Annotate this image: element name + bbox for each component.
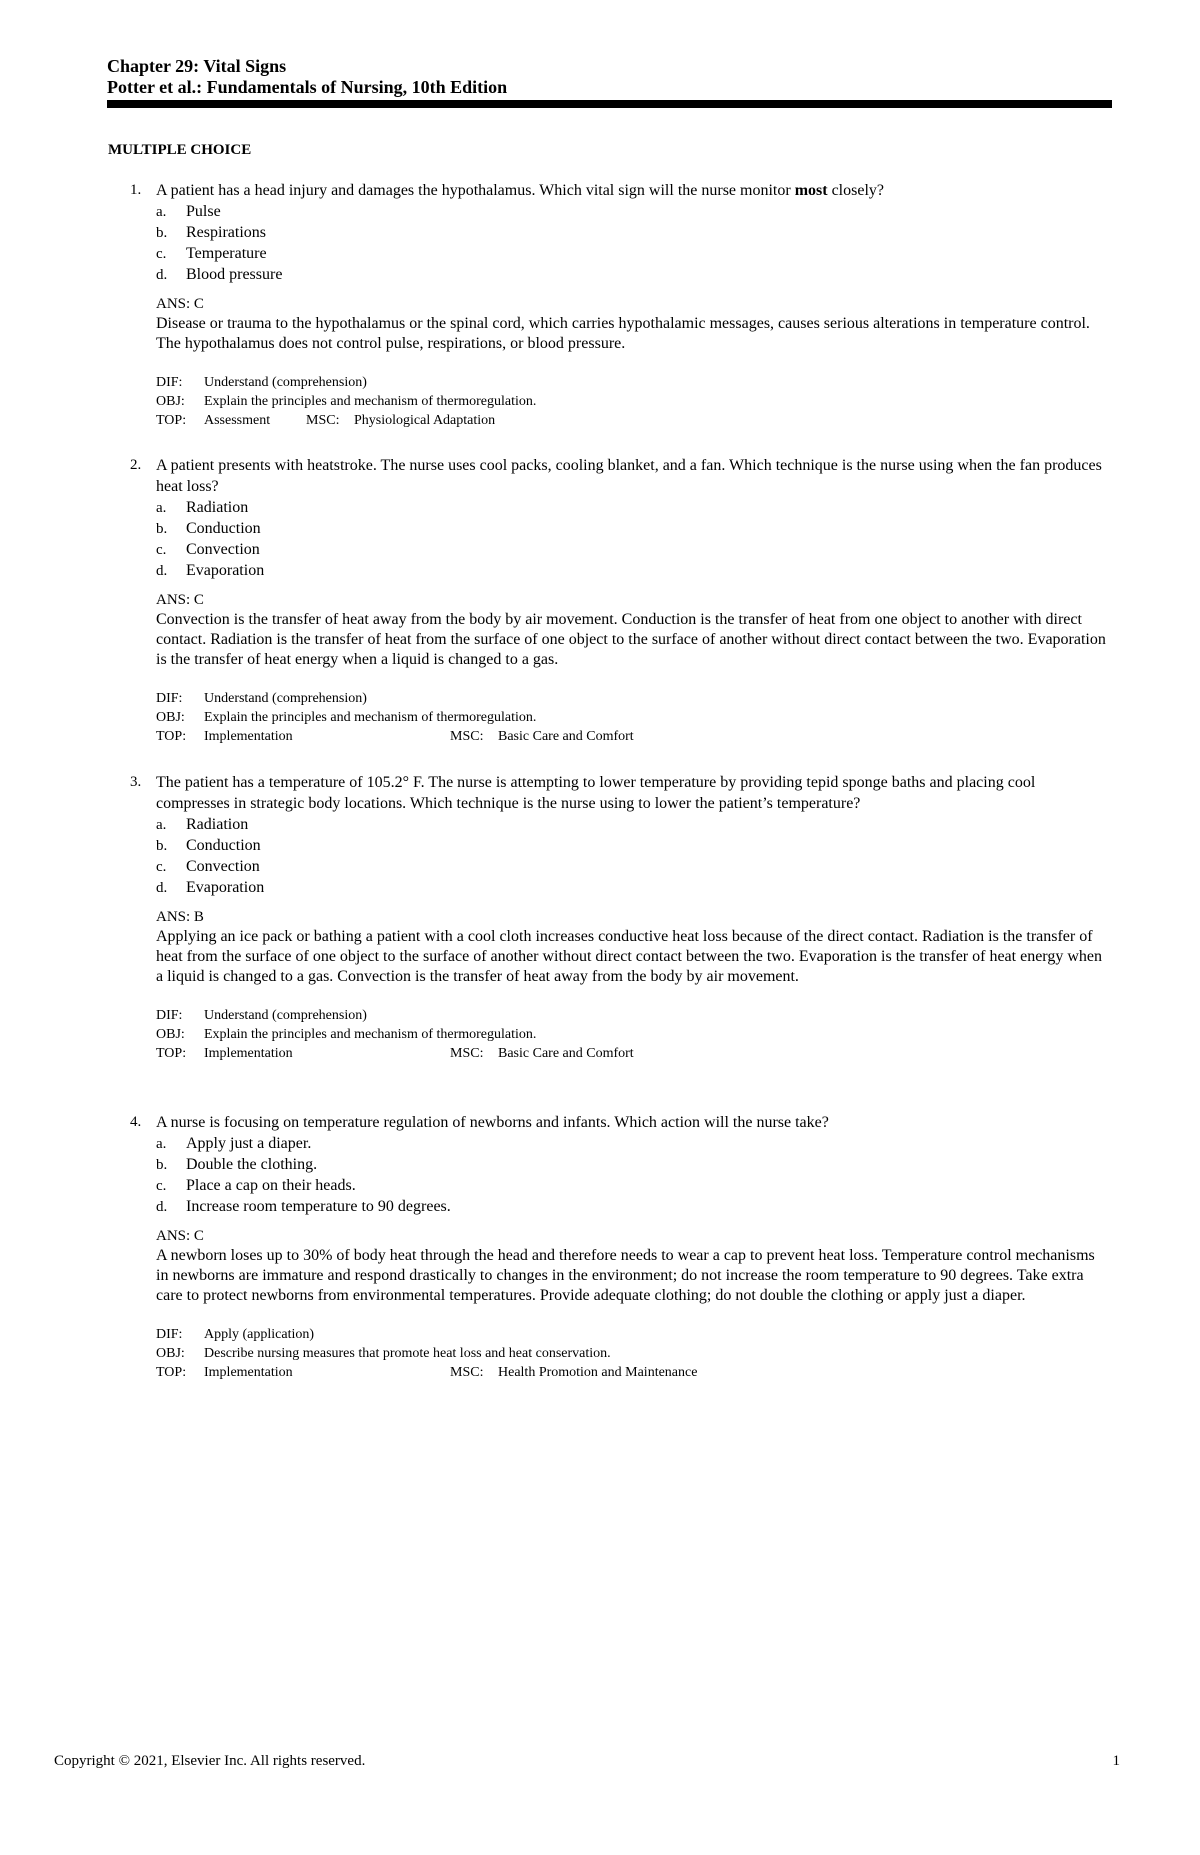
option-text: Radiation [186,499,249,516]
top-value: Implementation [204,1365,293,1380]
stem-text-end: closely? [827,182,884,199]
answer-block [120,590,1110,670]
msc-label: MSC: [450,1365,484,1380]
rationale-text: Applying an ice pack or bathing a patient with a cool cloth increases conductive heat loss because of the direct contact. Radiation is the transfer of heat from the surface of one object to the surface of another without direct contact between the two. Evaporation is the transfer of heat energy when a liquid is changed to a gas. Convection is the transfer of heat away from the body by air movement. [156,928,1102,985]
question-number: 1. [130,182,142,198]
answer-options [120,1133,1110,1217]
dif-value: Understand (comprehension) [204,375,367,390]
top-label: TOP: [156,413,187,428]
answer-key: ANS: B [156,909,204,925]
option-text: Conduction [186,837,261,854]
answer-key: ANS: C [156,592,204,608]
option-text: Apply just a diaper. [186,1135,312,1152]
top-value: Assessment [204,413,271,428]
option-a [156,201,1110,222]
chapter-title: Chapter 29: Vital Signs [107,56,287,76]
option-letter: d. [156,1199,168,1215]
section-title: MULTIPLE CHOICE [108,142,252,158]
answer-options [120,814,1110,898]
option-letter: b. [156,838,168,854]
option-text: Radiation [186,816,249,833]
option-b [156,222,1110,243]
option-letter: a. [156,817,167,833]
option-b [156,518,1110,539]
dif-label: DIF: [156,375,183,390]
obj-label: OBJ: [156,710,185,725]
msc-label: MSC: [306,413,340,428]
obj-value: Explain the principles and mechanism of thermoregulation. [204,394,537,409]
top-label: TOP: [156,729,187,744]
stem-text: A nurse is focusing on temperature regulation of newborns and infants. Which action will the nurse take? [156,1114,829,1131]
obj-value: Describe nursing measures that promote heat loss and heat conservation. [204,1346,611,1361]
option-a [156,497,1110,518]
option-letter: b. [156,521,168,537]
question-number: 2. [130,457,142,473]
answer-options [120,201,1110,285]
question-2 [120,455,1110,746]
page-number: 1 [1112,1753,1120,1769]
obj-label: OBJ: [156,1027,185,1042]
question-metadata [120,373,1110,430]
stem-text: A patient has a head injury and damages the hypothalamus. Which vital sign will the nurse monitor [156,182,795,199]
option-c [156,539,1110,560]
option-c [156,243,1110,264]
option-c [156,856,1110,877]
stem-text: The patient has a temperature of 105.2° F. The nurse is attempting to lower temperature by providing tepid sponge baths and placing cool compresses in strategic body locations. Which technique is the nurse using to lower the patient’s temperature? [156,774,1036,812]
option-letter: c. [156,246,167,262]
answer-options [120,497,1110,581]
option-text: Pulse [186,203,221,220]
question-stem [120,772,1110,814]
option-text: Evaporation [186,879,265,896]
question-number: 4. [130,1114,142,1130]
option-c [156,1175,1110,1196]
option-letter: a. [156,204,167,220]
page-header [107,56,1112,108]
header-rule [107,100,1112,108]
copyright-text: Copyright © 2021, Elsevier Inc. All rights reserved. [54,1753,366,1769]
answer-block [120,294,1110,354]
option-letter: d. [156,267,168,283]
question-stem [120,180,1110,201]
answer-key: ANS: C [156,296,204,312]
option-letter: d. [156,880,168,896]
option-d [156,560,1110,581]
question-3 [120,772,1110,1063]
msc-value: Health Promotion and Maintenance [498,1365,698,1380]
msc-label: MSC: [450,729,484,744]
msc-label: MSC: [450,1046,484,1061]
question-stem [120,455,1110,497]
dif-value: Understand (comprehension) [204,691,367,706]
rationale-text: Convection is the transfer of heat away from the body by air movement. Conduction is the transfer of heat from one object to another with direct contact. Radiation is the transfer of heat from the surface of one object to the surface of another without direct contact between the two. Evaporation is the transfer of heat energy when a liquid is changed to a gas. [156,611,1106,668]
option-d [156,264,1110,285]
option-text: Temperature [186,245,267,262]
answer-key: ANS: C [156,1228,204,1244]
msc-value: Basic Care and Comfort [498,1046,634,1061]
option-letter: c. [156,1178,167,1194]
dif-value: Understand (comprehension) [204,1008,367,1023]
option-letter: b. [156,1157,168,1173]
option-d [156,877,1110,898]
rationale-text: Disease or trauma to the hypothalamus or the spinal cord, which carries hypothalamic messages, causes serious alterations in temperature control. The hypothalamus does not control pulse, respirations, or blood pressure. [156,315,1090,352]
top-label: TOP: [156,1046,187,1061]
stem-text: A patient presents with heatstroke. The nurse uses cool packs, cooling blanket, and a fan. Which technique is the nurse using when the fan produces heat loss? [156,457,1102,495]
obj-label: OBJ: [156,1346,185,1361]
obj-label: OBJ: [156,394,185,409]
book-title: Potter et al.: Fundamentals of Nursing, 10th Edition [107,77,508,97]
option-b [156,835,1110,856]
question-stem [120,1112,1110,1133]
option-letter: a. [156,500,167,516]
msc-value: Physiological Adaptation [354,413,496,428]
msc-value: Basic Care and Comfort [498,729,634,744]
option-text: Convection [186,541,260,558]
option-letter: c. [156,542,167,558]
option-letter: b. [156,225,168,241]
option-text: Increase room temperature to 90 degrees. [186,1198,451,1215]
answer-block [120,1226,1110,1306]
option-a [156,1133,1110,1154]
question-metadata [120,1325,1110,1382]
dif-label: DIF: [156,691,183,706]
option-text: Place a cap on their heads. [186,1177,356,1194]
option-letter: d. [156,563,168,579]
dif-label: DIF: [156,1327,183,1342]
option-text: Conduction [186,520,261,537]
answer-block [120,907,1110,987]
option-letter: c. [156,859,167,875]
question-4 [120,1112,1110,1382]
obj-value: Explain the principles and mechanism of thermoregulation. [204,710,537,725]
option-b [156,1154,1110,1175]
option-text: Blood pressure [186,266,283,283]
question-metadata [120,689,1110,746]
question-1 [120,180,1110,430]
obj-value: Explain the principles and mechanism of thermoregulation. [204,1027,537,1042]
question-metadata [120,1006,1110,1063]
option-letter: a. [156,1136,167,1152]
top-value: Implementation [204,1046,293,1061]
option-text: Double the clothing. [186,1156,318,1173]
option-d [156,1196,1110,1217]
option-text: Respirations [186,224,266,241]
rationale-text: A newborn loses up to 30% of body heat through the head and therefore needs to wear a cap to prevent heat loss. Temperature control mechanisms in newborns are immature and respond drastically to changes in the environment; do not increase the room temperature to 90 degrees. Take extra care to protect newborns from environmental temperatures. Provide adequate clothing; do not double the clothing or apply just a diaper. [156,1247,1095,1304]
option-a [156,814,1110,835]
question-number: 3. [130,774,142,790]
dif-label: DIF: [156,1008,183,1023]
stem-emphasis: most [794,182,828,199]
dif-value: Apply (application) [204,1327,315,1342]
top-label: TOP: [156,1365,187,1380]
option-text: Convection [186,858,260,875]
option-text: Evaporation [186,562,265,579]
top-value: Implementation [204,729,293,744]
